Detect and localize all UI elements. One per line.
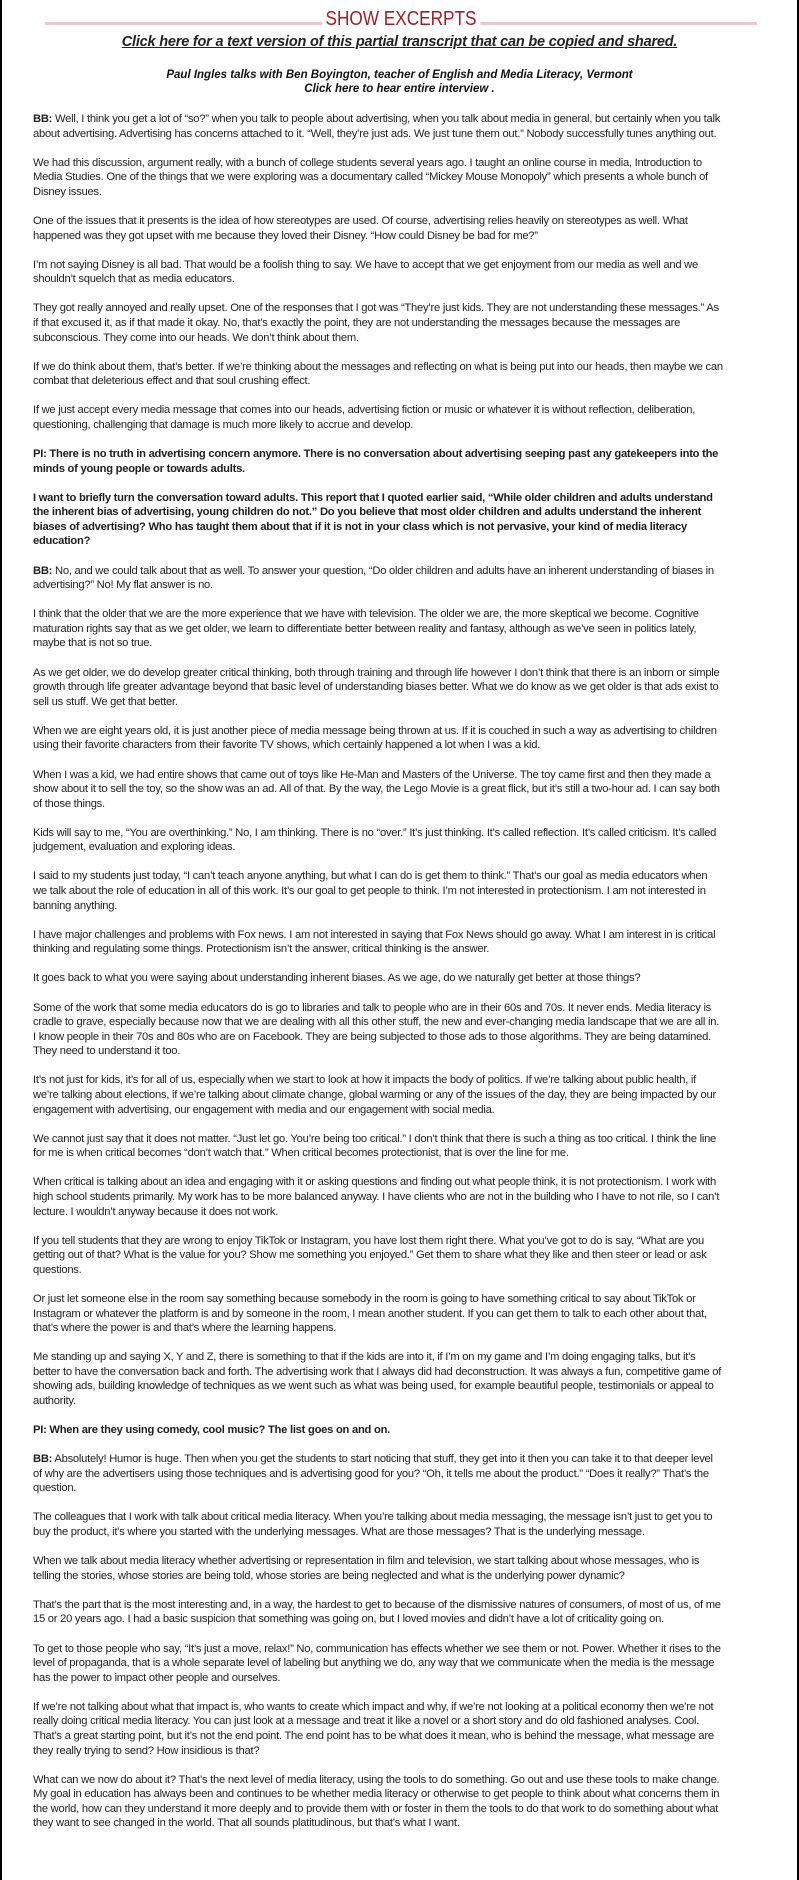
- paragraph-text: That’s the part that is the most interesting and, in a way, the hardest to get to because of the dismissive natures of consumers, of most of us, of me 15 or 20 years ago. I had a basic suspicion that something was going on, but I loved movies and didn’t have a lot of criticality going on.: [33, 1598, 721, 1626]
- transcript-paragraph: [33, 768, 723, 812]
- paragraph-text: When are they using comedy, cool music? The list goes on and on.: [46, 1424, 391, 1437]
- transcript-paragraph: [33, 1350, 723, 1408]
- section-header: [45, 6, 757, 36]
- transcript-paragraph: [33, 1073, 723, 1117]
- paragraph-text: Or just let someone else in the room say something because somebody in the room is going to have something critical to say about TikTok or Instagram or whatever the platform is and by someone in the room, I mean another student. If you can get them to talk to each other about that, that’s where the power is and that’s where the learning happens.: [33, 1292, 707, 1335]
- speaker-label: PI:: [33, 448, 47, 460]
- paragraph-text: If we just accept every media message that comes into our heads, advertising fiction or music or whatever it is without reflection, deliberation, questioning, challenging that damage is much more likely to accrue and develop.: [33, 404, 696, 431]
- paragraph-text: As we get older, we do develop greater critical thinking, both through training and through life however I don’t think that there is an inborn or simple growth through life greater advantage beyond that basic level of understanding biases better. What we do know as we get older is that ads exist to sell us stuff. We get that better.: [33, 666, 720, 708]
- paragraph-text: One of the issues that it presents is the idea of how stereotypes are used. Of course, advertising relies heavily on stereotypes as well. What happened was they got upset with me because they loved their Disney. “How could Disney be bad for me?”: [33, 214, 688, 242]
- transcript-paragraph: [33, 403, 723, 432]
- paragraph-text: Kids will say to me, “You are overthinking.” No, I am thinking. There is no “over.” It’s just thinking. It’s called reflection. It’s called criticism. It’s called judgement, evaluation and exploring ideas.: [33, 826, 717, 854]
- text-version-link[interactable]: Click here for a text version of this partial transcript that can be copied and shared.: [121, 34, 678, 50]
- paragraph-text: When I was a kid, we had entire shows that came out of toys like He-Man and Masters of the Universe. The toy came first and then they made a show about it to sell the toy, so the show was an ad. All of that. By the way, the Lego Movie is a great flick, but it’s still a two-hour ad. I can say both of those things.: [33, 768, 720, 810]
- transcript-paragraph: [33, 360, 723, 389]
- transcript-paragraph: [33, 1292, 723, 1336]
- transcript-paragraph: [33, 301, 723, 345]
- transcript-body: [33, 112, 723, 1846]
- transcript-paragraph: [33, 971, 723, 986]
- transcript-paragraph: [33, 1001, 723, 1059]
- interviewer-question: [33, 1423, 723, 1438]
- paragraph-text: If you tell students that they are wrong to enjoy TikTok or Instagram, you have lost them right there. What you’ve got to do is say, “What are you getting out of that? What is the value for you? Show me something you enjoyed.” Get them to share what they like and then steer or lead or ask questions.: [33, 1234, 707, 1276]
- paragraph-text: They got really annoyed and really upset. One of the responses that I got was “They’re just kids. They are not understanding these messages.” As if that excused it, as if that made it okay. No, that’s exactly the point, they are not understanding the messages because the messages are subconscious. They come into our heads. We don’t think about them.: [33, 302, 719, 344]
- interviewer-question: [33, 491, 723, 549]
- paragraph-text: We had this discussion, argument really, with a bunch of college students several years ago. I taught an online course in media, Introduction to Media Studies. One of the things that we were exploring was a documentary called “Mickey Mouse Monopoly” which presents a whole bunch of Disney issues.: [33, 156, 708, 198]
- speaker-label: BB:: [33, 113, 53, 125]
- interview-description: Paul Ingles talks with Ben Boyington, teacher of English and Media Literacy, Vermont: [166, 69, 633, 81]
- paragraph-text: Some of the work that some media educators do is go to libraries and talk to people who are in their 60s and 70s. It never ends. Media literacy is cradle to grave, especially because now that we are dealing with all this other stuff, the new and ever-changing media landscape that we are all in. I know people in their 70s and 80s who are on Facebook. They are being subjected to those ads to those algorithms. They are being datamined. They need to understand it too.: [33, 1001, 720, 1058]
- transcript-paragraph: [33, 1132, 723, 1161]
- paragraph-text: We cannot just say that it does not matter. “Just let go. You’re being too critical.” I don’t think that there is such a thing as too critical. I think the line for me is when critical becomes “don’t watch that.” When critical becomes protectionist, that is over the line for me.: [33, 1132, 717, 1160]
- transcript-paragraph: [33, 1598, 723, 1627]
- paragraph-text: I said to my students just today, “I can’t teach anyone anything, but what I can do is get them to think.” That’s our goal as media educators when we talk about the role of education in all of this work. It’s our goal to get people to think. I’m not interested in protectionism. I am not interested in banning anything.: [33, 870, 708, 912]
- transcript-paragraph: [33, 607, 723, 651]
- transcript-paragraph: [33, 1554, 723, 1583]
- paragraph-text: Me standing up and saying X, Y and Z, there is something to that if the kids are into it, if I’m on my game and I’m doing engaging talks, but it’s better to have the conversation back and forth. The advertising work that I always did had deconstruction. It was always a fun, competitive game of showing ads, building knowledge of techniques as we went such as what was being used, for example beautiful people, testimonials or appeal to authority.: [33, 1351, 722, 1407]
- transcript-paragraph: [33, 1452, 723, 1496]
- paragraph-text: No, and we could talk about that as well. To answer your question, “Do older children and adults have an inherent understanding of biases in advertising?” No! My flat answer is no.: [33, 564, 714, 592]
- paragraph-text: I think that the older that we are the more experience that we have with television. The older we are, the more skeptical we become. Cognitive maturation rights say that as we get older, we learn to differentiate better between reality and fantasy, although as we’ve seen in politics lately, maybe that is not so true.: [33, 608, 699, 650]
- paragraph-text: When critical is talking about an idea and engaging with it or asking questions and finding out what people think, it is not protectionism. I work with high school students primarily. My work has to be more balanced anyway. I have clients who are not in the building who I have to not rile, so I can’t lecture. I wouldn’t anyway because it does not work.: [33, 1176, 720, 1218]
- paragraph-text: Well, I think you get a lot of “so?” when you talk to people about advertising, when you talk about media in general, but certainly when you talk about advertising. Advertising has concerns attached to it. “Well, they’re just ads. We just tune them out.” Nobody successfully tunes anything out.: [33, 113, 721, 140]
- transcript-paragraph: [33, 1510, 723, 1539]
- transcript-paragraph: [33, 826, 723, 855]
- transcript-paragraph: [33, 1642, 723, 1686]
- speaker-label: BB:: [33, 564, 53, 577]
- transcript-paragraph: [33, 666, 723, 710]
- transcript-paragraph: [33, 112, 723, 141]
- interviewer-question: [33, 447, 723, 476]
- paragraph-text: I’m not saying Disney is all bad. That would be a foolish thing to say. We have to accept that we get enjoyment from our media as well and we shouldn’t squelch that as media educators.: [33, 258, 698, 286]
- transcript-paragraph: [33, 156, 723, 200]
- paragraph-text: The colleagues that I work with talk about critical media literacy. When you’re talking about media messaging, the message isn’t just to get you to buy the product, it’s where you started with the underlying messages. What are those messages? That is the underlying message.: [33, 1511, 713, 1539]
- paragraph-text: If we’re not talking about what that impact is, who wants to create which impact and why, if we’re not looking at a political economy then we’re not really doing critical media literacy. You can just look at a message and treat it like a novel or a short story and do old fashioned analyses. Cool. That’s a great starting point, but it’s not the end point. The end point has to be what does it mean, who is behind the message, what message are they really trying to send? How insidious is that?: [33, 1700, 714, 1757]
- paragraph-text: It’s not just for kids, it’s for all of us, especially when we start to look at how it impacts the body of politics. If we’re talking about public health, if we’re talking about elections, if we’re talking about climate change, global warming or any of the issues of the day, they are being impacted by our engagement with advertising, our engagement with media and our engagement with social media.: [33, 1074, 716, 1116]
- transcript-paragraph: [33, 214, 723, 243]
- transcript-paragraph: [33, 1234, 723, 1278]
- speaker-label: BB:: [33, 1453, 53, 1466]
- paragraph-text: When we talk about media literacy whether advertising or representation in film and television, we start talking about whose messages, who is telling the stories, whose stories are being told, whose stories are being neglected and what is the underlying power dynamic?: [33, 1555, 700, 1582]
- transcript-paragraph: [33, 1175, 723, 1219]
- paragraph-text: If we do think about them, that’s better. If we’re thinking about the messages and reflecting on what is being put into our heads, then maybe we can combat that deleterious effect and that soul crushing effect.: [33, 360, 723, 388]
- transcript-paragraph: [33, 1700, 723, 1758]
- speaker-label: PI:: [33, 1424, 47, 1437]
- paragraph-text: To get to those people who say, “It’s just a move, relax!” No, communication has effects whether we see them or not. Power. Whether it rises to the level of propaganda, that is a whole separate level of labeling but anything we do, any way that we communicate when the media is the message has the power to impact other people and ourselves.: [33, 1642, 721, 1684]
- paragraph-text: What can we now do about it? That’s the next level of media literacy, using the tools to do something. Go out and use these tools to make change. My goal in education has always been and continues to be whether media literacy or otherwise to get people to think about what concerns them in the world, how can they understand it more deeply and to provide them with or foster in them the tools to do that work to do something about what they want to see changed in the world. That all sounds platitudinous, but that’s what I want.: [33, 1773, 720, 1830]
- interview-intro: [0, 68, 799, 96]
- transcript-paragraph: [33, 1773, 723, 1831]
- paragraph-text: It goes back to what you were saying about understanding inherent biases. As we age, do we naturally get better at those things?: [33, 972, 641, 985]
- section-title: SHOW EXCERPTS: [322, 6, 480, 32]
- paragraph-text: When we are eight years old, it is just another piece of media message being thrown at us. If it is couched in such a way as advertising to children using their favorite characters from their favorite TV shows, which certainly happened a lot when I was a kid.: [33, 724, 717, 752]
- hear-interview-link[interactable]: Click here to hear entire interview .: [304, 83, 495, 95]
- transcript-paragraph: [33, 564, 723, 593]
- paragraph-text: Absolutely! Humor is huge. Then when you get the students to start noticing that stuff, they get into it then you can take it to that deeper level of why are the advertisers using those techniques and is advertising good for you? “Oh, it tells me about the product.” “Does it really?” That’s the question.: [33, 1453, 713, 1495]
- transcript-paragraph: [33, 869, 723, 913]
- paragraph-text: I have major challenges and problems with Fox news. I am not interested in saying that Fox News should go away. What I am interest in is critical thinking and regulating some things. Protectionism isn’t the answer, critical thinking is the answer.: [33, 928, 716, 956]
- transcript-paragraph: [33, 724, 723, 753]
- transcript-paragraph: [33, 258, 723, 287]
- paragraph-text: I want to briefly turn the conversation toward adults. This report that I quoted earlier said, “While older children and adults understand the inherent bias of advertising, young children do not.” Do you believe that most older children and adults understand the inherent biases of advertising? Who has taught them about that if it is not in your class which is not pervasive, your kind of media literacy education?: [33, 491, 713, 548]
- transcript-paragraph: [33, 928, 723, 957]
- paragraph-text: There is no truth in advertising concern anymore. There is no conversation about advertising seeping past any gatekeepers into the minds of young people or towards adults.: [33, 448, 719, 475]
